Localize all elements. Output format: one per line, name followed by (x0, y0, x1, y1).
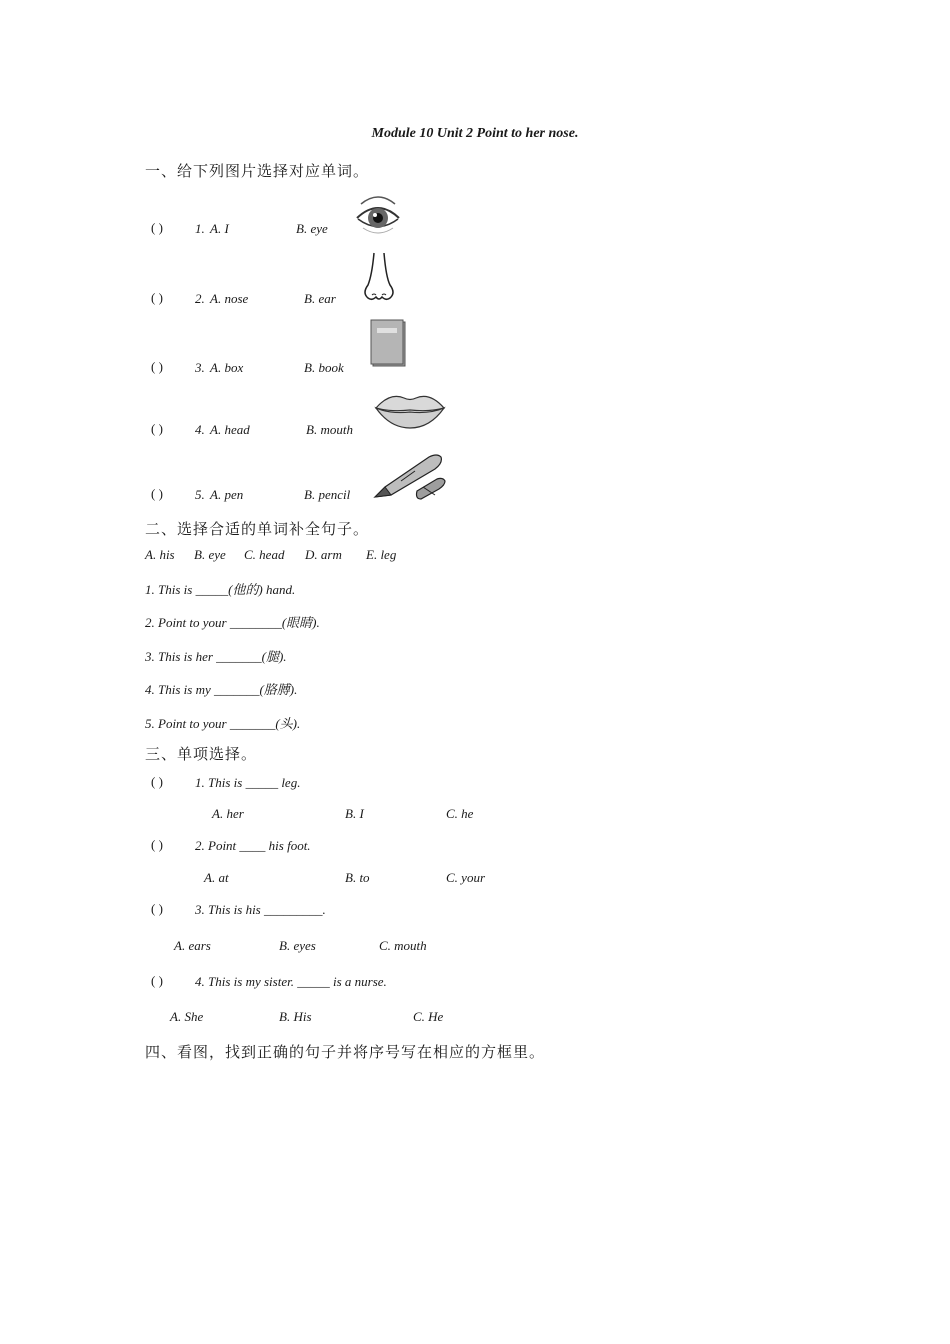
item5-number: 5. (195, 487, 205, 502)
book-picture (369, 318, 409, 370)
mc3-option-b: B. eyes (279, 938, 316, 953)
section1-heading: 一、给下列图片选择对应单词。 (145, 162, 370, 180)
word-option-b: B. eye (194, 547, 226, 562)
item2-option-b: B. ear (304, 291, 336, 306)
answer-blank-4[interactable]: ( ) (151, 421, 163, 436)
mc-question-3: 3. This is his _________. (195, 902, 326, 917)
item4-option-b: B. mouth (306, 422, 353, 437)
item1-option-b: B. eye (296, 221, 328, 236)
mc-answer-blank-4[interactable]: ( ) (151, 973, 163, 988)
mc2-option-b: B. to (345, 870, 370, 885)
mc-answer-blank-3[interactable]: ( ) (151, 901, 163, 916)
mc2-option-a: A. at (204, 870, 229, 885)
mc-question-4: 4. This is my sister. _____ is a nurse. (195, 974, 387, 989)
section2-heading: 二、选择合适的单词补全句子。 (145, 520, 370, 538)
item4-option-a: A. head (210, 422, 250, 437)
fill-sentence-2[interactable]: 2. Point to your ________(眼睛). (145, 615, 320, 630)
mc-answer-blank-1[interactable]: ( ) (151, 774, 163, 789)
answer-blank-3[interactable]: ( ) (151, 359, 163, 374)
page-title: Module 10 Unit 2 Point to her nose. (371, 126, 579, 141)
mc2-option-c: C. your (446, 870, 485, 885)
mc-answer-blank-2[interactable]: ( ) (151, 837, 163, 852)
item5-option-b: B. pencil (304, 487, 351, 502)
item2-option-a: A. nose (210, 291, 249, 306)
item1-option-a: A. I (210, 221, 229, 236)
fill-sentence-4[interactable]: 4. This is my _______(胳膊). (145, 682, 298, 697)
item3-option-a: A. box (210, 360, 244, 375)
mc1-option-a: A. her (212, 806, 244, 821)
answer-blank-5[interactable]: ( ) (151, 486, 163, 501)
lips-picture (374, 388, 446, 432)
mc4-option-c: C. He (413, 1009, 444, 1024)
mc3-option-c: C. mouth (379, 938, 427, 953)
mc3-option-a: A. ears (174, 938, 211, 953)
item4-number: 4. (195, 422, 205, 437)
fill-sentence-3[interactable]: 3. This is her _______(腿). (145, 649, 287, 664)
pen-picture (371, 449, 447, 501)
mc1-option-b: B. I (345, 806, 364, 821)
mc-question-1: 1. This is _____ leg. (195, 775, 301, 790)
word-option-d: D. arm (305, 547, 342, 562)
section3-heading: 三、单项选择。 (145, 745, 258, 763)
section4-heading: 四、看图，找到正确的句子并将序号写在相应的方框里。 (145, 1043, 546, 1061)
mc4-option-a: A. She (170, 1009, 204, 1024)
mc1-option-c: C. he (446, 806, 474, 821)
item1-number: 1. (195, 221, 205, 236)
item5-option-a: A. pen (210, 487, 244, 502)
item3-number: 3. (195, 360, 205, 375)
nose-picture (362, 251, 396, 305)
mc4-option-b: B. His (279, 1009, 312, 1024)
fill-sentence-1[interactable]: 1. This is _____(他的) hand. (145, 582, 296, 597)
item3-option-b: B. book (304, 360, 344, 375)
answer-blank-2[interactable]: ( ) (151, 290, 163, 305)
word-option-c: C. head (244, 547, 285, 562)
word-option-e: E. leg (366, 547, 397, 562)
mc-question-2: 2. Point ____ his foot. (195, 838, 311, 853)
item2-number: 2. (195, 291, 205, 306)
fill-sentence-5[interactable]: 5. Point to your _______(头). (145, 716, 301, 731)
word-option-a: A. his (145, 547, 175, 562)
answer-blank-1[interactable]: ( ) (151, 220, 163, 235)
eye-picture (355, 192, 401, 236)
